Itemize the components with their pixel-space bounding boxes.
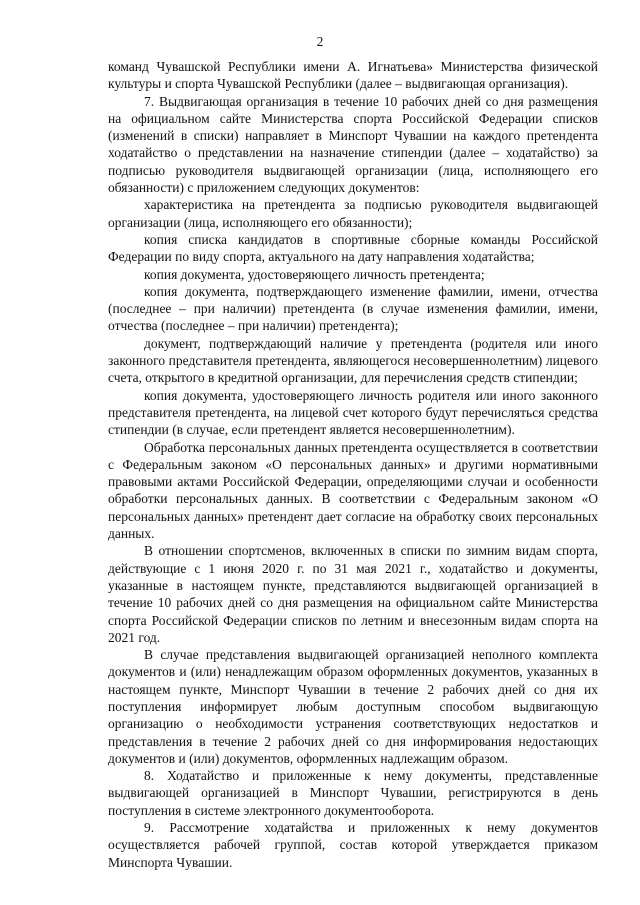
paragraph-personal-data: Обработка персональных данных претендента осуществляется в соответствии с Федеральным законом «О персональных данных» и другими нормативными правовыми актами Российской Федерации, определяющими случаи и особенности обработки персональных данных. В соответствии с Федеральным законом «О персональных данных» претендент дает согласие на обработку своих персональных данных.	[108, 439, 598, 542]
paragraph-document-identity: копия документа, удостоверяющего личность претендента;	[144, 266, 485, 282]
paragraph-document-candidates-list: копия списка кандидатов в спортивные сборные команды Российской Федерации по виду спорта, актуального на дату направления ходатайства;	[108, 231, 598, 265]
paragraph-continuation: команд Чувашской Республики имени А. Игнатьева» Министерства физической культуры и спорта Чувашской Республики (далее – выдвигающая организация).	[108, 59, 598, 92]
paragraph-document-characteristic: характеристика на претендента за подписью руководителя выдвигающей организации (лица, исполняющего его обязанности);	[108, 197, 598, 230]
paragraph-item-8: 8. Ходатайство и приложенные к нему документы, представленные выдвигающей организацией в Минспорт Чувашии, регистрируются в день поступления в системе электронного документооборота.	[108, 768, 598, 818]
document-text	[108, 58, 598, 871]
paragraph-incomplete-documents: В случае представления выдвигающей организацией неполного комплекта документов и (или) ненадлежащим образом оформленных документов, указанных в настоящем пункте, Минспорт Чувашии в течение 2 рабочих дней со дня их поступления информирует любым доступным способом выдвигающую организацию о необходимости устранения соответствующих недостатков и представления в течение 2 рабочих дней со дня информирования недостающих документов и (или) документов, оформленных надлежащим образом.	[108, 647, 598, 766]
paragraph-item-9: 9. Рассмотрение ходатайства и приложенных к нему документов осуществляется рабочей группой, состав которой утверждается приказом Минспорта Чувашии.	[108, 820, 598, 870]
page-number: 2	[316, 34, 324, 49]
paragraph-document-name-change: копия документа, подтверждающего изменение фамилии, имени, отчества (последнее – при наличии) претендента (в случае изменения фамилии, имени, отчества (последнее – при наличии) претендента);	[108, 283, 598, 334]
paragraph-winter-sports: В отношении спортсменов, включенных в списки по зимним видам спорта, действующие с 1 июня 2020 г. по 31 мая 2021 г., ходатайство и документы, указанные в настоящем пункте, представляются выдвигающей организацией в течение 10 рабочих дней со дня размещения на официальном сайте Министерства спорта Российской Федерации списков по летним и внесезонным видам спорта на 2021 год.	[108, 543, 598, 645]
paragraph-document-bank-account: документ, подтверждающий наличие у претендента (родителя или иного законного представителя претендента, являющегося несовершеннолетним) лицевого счета, открытого в кредитной организации, для перечисления средств стипендии;	[108, 335, 598, 386]
paragraph-item-7: 7. Выдвигающая организация в течение 10 рабочих дней со дня размещения на официальном сайте Министерства спорта Российской Федерации списков (изменений в списки) направляет в Минспорт Чувашии на каждого претендента ходатайство о представлении на назначение стипендии (далее – ходатайство) за подписью руководителя выдвигающей организации (лица, исполняющего его обязанности) с приложением следующих документов:	[108, 93, 598, 196]
paragraph-document-parent-identity: копия документа, удостоверяющего личность родителя или иного законного представителя претендента, на лицевой счет которого будут перечисляться средства стипендии (в случае, если претендент является несовершеннолетним).	[108, 387, 598, 438]
